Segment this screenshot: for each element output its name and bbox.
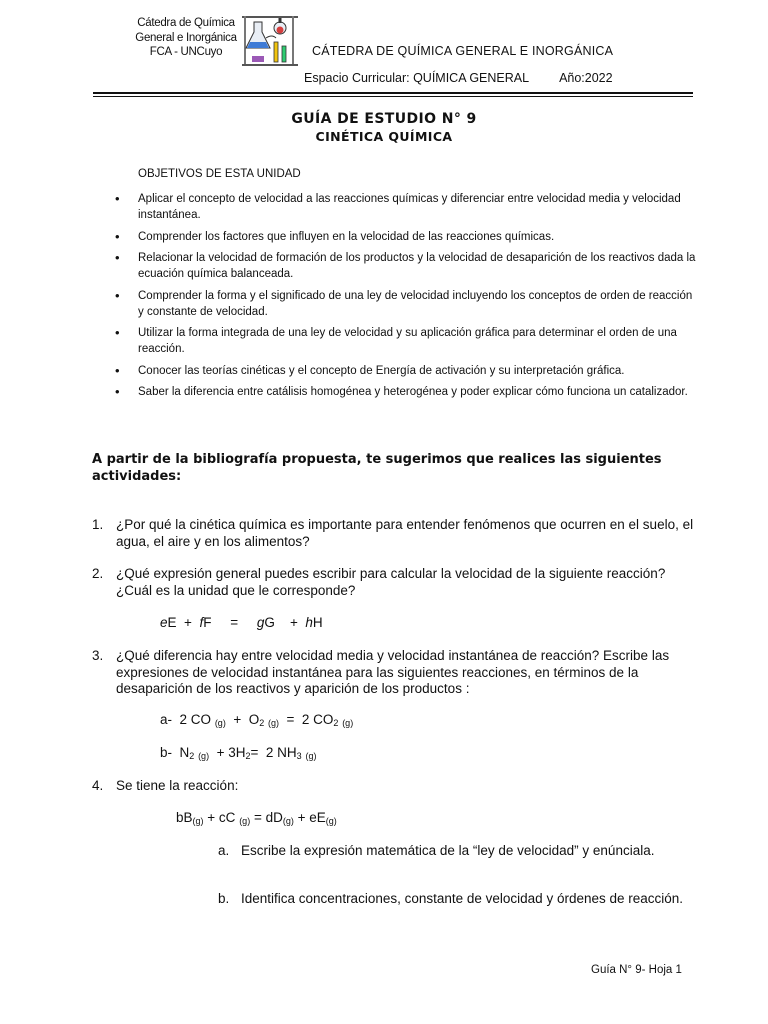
coef-f: f (199, 615, 204, 630)
species-co: 2 CO (179, 712, 212, 727)
question-1 (92, 517, 698, 550)
curricular-space: Espacio Curricular: QUÍMICA GENERAL (304, 71, 530, 85)
question-number: 3. (92, 648, 104, 663)
subscript-2: 2 (189, 751, 195, 761)
question-text: ¿Por qué la cinética química es importante para entender fenómenos que ocurren en el suelo, el agua, el aire y en los alimentos? (116, 517, 694, 549)
question-number: 2. (92, 566, 104, 581)
reaction-b (160, 745, 316, 761)
objective-item: • Conocer las teorías cinéticas y el concepto de Energía de activación y su interpretación gráfica. (115, 363, 700, 379)
institution-name: CÁTEDRA DE QUÍMICA GENERAL E INORGÁNICA (312, 44, 614, 58)
state-gas: (g) (198, 751, 210, 761)
species-cC: + cC (207, 810, 236, 825)
sub-item-text: Identifica concentraciones, constante de velocidad y órdenes de reacción. (241, 891, 684, 906)
species-nh: 2 NH (265, 745, 297, 760)
question-text: ¿Qué expresión general puedes escribir para calcular la velocidad de la siguiente reacción? ¿Cuál es la unidad que le corresponde? (116, 566, 666, 598)
activities-intro: A partir de la bibliografía propuesta, te sugerimos que realices las siguientes actividades: (92, 452, 662, 484)
item-label: b- (160, 745, 173, 760)
question-2 (92, 566, 698, 599)
logo-line-3: FCA - UNCuyo (149, 46, 223, 58)
header-rule (93, 92, 693, 94)
logo-text (132, 16, 240, 60)
subscript-2: 2 (259, 718, 265, 728)
species-bB: bB (176, 810, 193, 825)
state-gas: (g) (214, 718, 226, 728)
question-4b (218, 891, 698, 908)
subscript-3: 3 (296, 751, 302, 761)
question-4 (92, 778, 698, 795)
reaction-a: a- 2 CO $_{(g)} + O_2$ $_{(g)}$ = 2 $CO_2$ $_{(g)}$ (160, 712, 354, 728)
equals-sign: = (230, 615, 239, 630)
question-text: ¿Qué diferencia hay entre velocidad media y velocidad instantánea de reacción? Escribe las expresiones de velocidad instantánea para las siguientes reacciones, en términos de la desaparición de los reactivos y aparición de los productos : (116, 648, 670, 696)
question-3 (92, 648, 698, 698)
objectives-list (115, 191, 700, 406)
species-dD: = dD (253, 810, 283, 825)
item-label: a- (160, 712, 173, 727)
objective-item: • Comprender la forma y el significado de una ley de velocidad incluyendo los conceptos de orden de reacción y constante de velocidad. (115, 288, 700, 320)
lab-glassware-icon (240, 12, 300, 68)
state-gas: (g) (239, 816, 251, 826)
objective-item: • Relacionar la velocidad de formación de los productos y la velocidad de desaparición de los reactivos dada la ecuación química balanceada. (115, 250, 700, 282)
species-F: F (203, 615, 212, 630)
curricular-space-line (304, 71, 613, 85)
state-gas: (g) (342, 718, 354, 728)
objective-item: • Utilizar la forma integrada de una ley de velocidad y su aplicación gráfica para determinar el orden de una reacción. (115, 325, 700, 357)
question-text: Se tiene la reacción: (116, 778, 239, 793)
coef-g: g (256, 615, 265, 630)
species-eE: + eE (297, 810, 326, 825)
objective-item: • Saber la diferencia entre catálisis homogénea y heterogénea y poder explicar cómo funciona un catalizador. (115, 384, 700, 400)
species-o: O (248, 712, 260, 727)
species-co2: 2 CO (301, 712, 334, 727)
species-H: H (312, 615, 323, 630)
question-4a (218, 843, 698, 860)
objective-item: • Comprender los factores que influyen en la velocidad de las reacciones químicas. (115, 229, 700, 245)
general-reaction-equation (160, 615, 323, 630)
coef-e: e (160, 615, 168, 630)
sub-item-text: Escribe la expresión matemática de la “ley de velocidad” y enúnciala. (241, 843, 655, 858)
species-E: E (167, 615, 177, 630)
sub-item-letter: b. (218, 891, 230, 906)
page-footer: Guía N° 9- Hoja 1 (591, 964, 682, 976)
species-G: G (264, 615, 275, 630)
question-number: 4. (92, 778, 104, 793)
plus-sign: + (289, 615, 298, 630)
department-logo (132, 12, 300, 68)
logo-line-2: General e Inorgánica (135, 31, 237, 44)
state-gas: (g) (192, 816, 204, 826)
page-title: GUÍA DE ESTUDIO N° 9 (291, 111, 477, 127)
question-number: 1. (92, 517, 104, 532)
objectives-heading: OBJETIVOS DE ESTA UNIDAD (138, 168, 301, 180)
logo-line-1: Cátedra de Química (137, 17, 235, 29)
state-gas: (g) (305, 751, 317, 761)
objective-item: • Aplicar el concepto de velocidad a las reacciones químicas y diferenciar entre velocidad media y velocidad instantánea. (115, 191, 700, 223)
academic-year: Año:2022 (559, 71, 613, 85)
coef-h: h (305, 615, 313, 630)
subscript-2: 2 (333, 718, 339, 728)
plus-sign: + (184, 615, 192, 630)
equals-sign: = (250, 745, 259, 760)
state-gas: (g) (282, 816, 294, 826)
state-gas: (g) (268, 718, 279, 728)
reaction-q4 (176, 810, 337, 826)
species-h: + 3H (216, 745, 246, 760)
state-gas: (g) (325, 816, 337, 826)
page-subtitle: CINÉTICA QUÍMICA (315, 129, 453, 144)
species-n: N (179, 745, 190, 760)
subscript-2: 2 (245, 751, 251, 761)
sub-item-letter: a. (218, 843, 230, 858)
header-rule-thin (93, 96, 693, 97)
